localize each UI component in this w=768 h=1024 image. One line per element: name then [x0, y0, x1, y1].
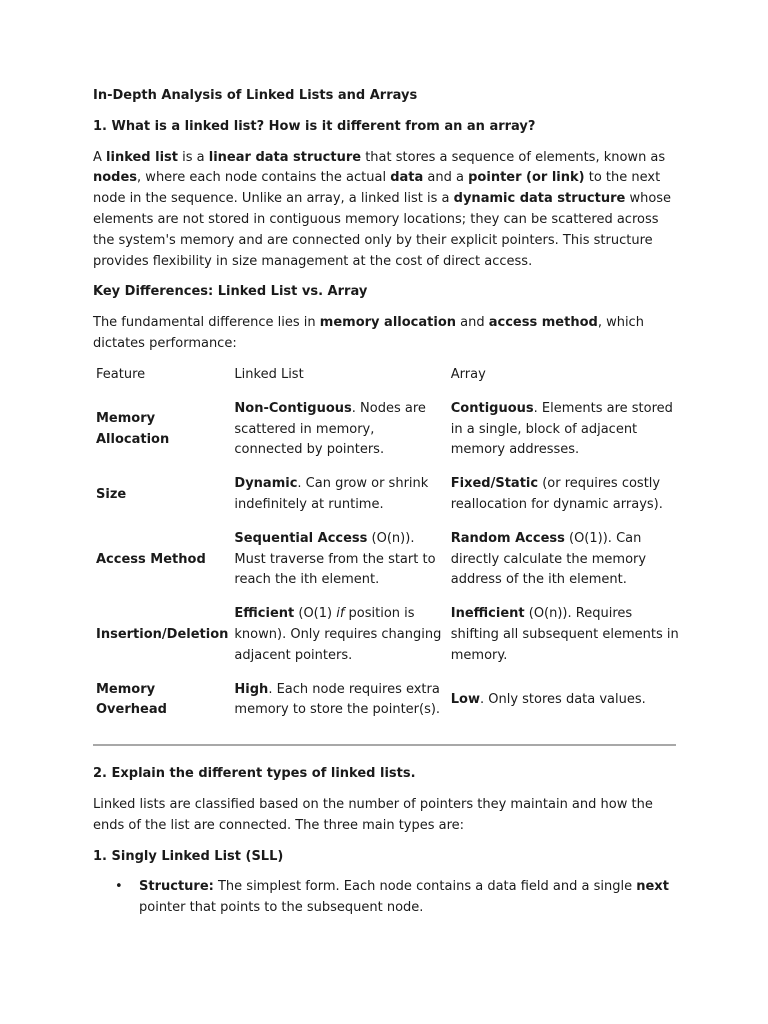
sll-bullet-list	[93, 877, 683, 919]
table-row	[93, 598, 683, 673]
array-cell: Inefficient (O(n)). Requires shifting all subsequent elements in memory.	[450, 606, 679, 663]
feature-cell: Access Method	[96, 551, 206, 567]
section-divider	[93, 744, 676, 746]
linked-list-cell: Efficient (O(1) if position is known). Only requires changing adjacent pointers.	[234, 606, 442, 663]
types-intro: Linked lists are classified based on the number of pointers they maintain and how the ends of the list are connected. The three main types are:	[93, 796, 653, 833]
linked-list-cell: Sequential Access (O(n)). Must traverse from the start to reach the ith element.	[234, 530, 436, 588]
linked-list-definition: A linked list is a linear data structure that stores a sequence of elements, known as nodes, where each node contains the actual data and a pointer (or link) to the next node in the sequence. Unlike an array, a linked list is a dynamic data structure whose elements are not stored in contiguous memory locations; they can be scattered across the system's memory and are connected only by their explicit pointers. This structure provides flexibility in size management at the cost of direct access.	[93, 149, 672, 269]
array-cell: Low. Only stores data values.	[450, 691, 646, 707]
header-linked-list: Linked List	[234, 366, 304, 382]
key-differences-heading: Key Differences: Linked List vs. Array	[93, 284, 368, 300]
header-array: Array	[450, 366, 486, 382]
table-row	[93, 393, 683, 468]
linked-list-cell: Dynamic. Can grow or shrink indefinitely at runtime.	[234, 476, 429, 512]
table-row	[93, 523, 683, 598]
question-2-heading: 2. Explain the different types of linked lists.	[93, 766, 416, 782]
singly-linked-list-heading: 1. Singly Linked List (SLL)	[93, 848, 284, 864]
linked-list-cell: Non-Contiguous. Nodes are scattered in memory, connected by pointers.	[234, 400, 426, 458]
comparison-table	[93, 365, 683, 728]
array-cell: Random Access (O(1)). Can directly calculate the memory address of the ith element.	[450, 530, 647, 588]
document-title: In-Depth Analysis of Linked Lists and Arrays	[93, 88, 418, 103]
table-header-row	[93, 365, 683, 393]
feature-cell: Size	[96, 486, 127, 502]
feature-cell: Memory Allocation	[96, 411, 170, 447]
question-1-heading: 1. What is a linked list? How is it different from an an array?	[93, 118, 536, 134]
array-cell: Fixed/Static (or requires costly reallocation for dynamic arrays).	[450, 476, 663, 512]
feature-cell: Memory Overhead	[96, 681, 167, 718]
array-cell: Contiguous. Elements are stored in a single, block of adjacent memory addresses.	[450, 400, 673, 458]
table-row	[93, 468, 683, 523]
table-row	[93, 674, 683, 729]
sll-structure-text: Structure: The simplest form. Each node contains a data field and a single next pointer that points to the subsequent node.	[139, 879, 669, 916]
differences-intro: The fundamental difference lies in memory allocation and access method, which dictates performance:	[93, 315, 644, 351]
feature-cell: Insertion/Deletion	[96, 626, 229, 642]
linked-list-cell: High. Each node requires extra memory to store the pointer(s).	[234, 681, 441, 718]
document-body	[93, 86, 683, 919]
list-item	[115, 877, 683, 919]
bullet-icon: •	[115, 879, 123, 895]
header-feature: Feature	[96, 366, 146, 382]
